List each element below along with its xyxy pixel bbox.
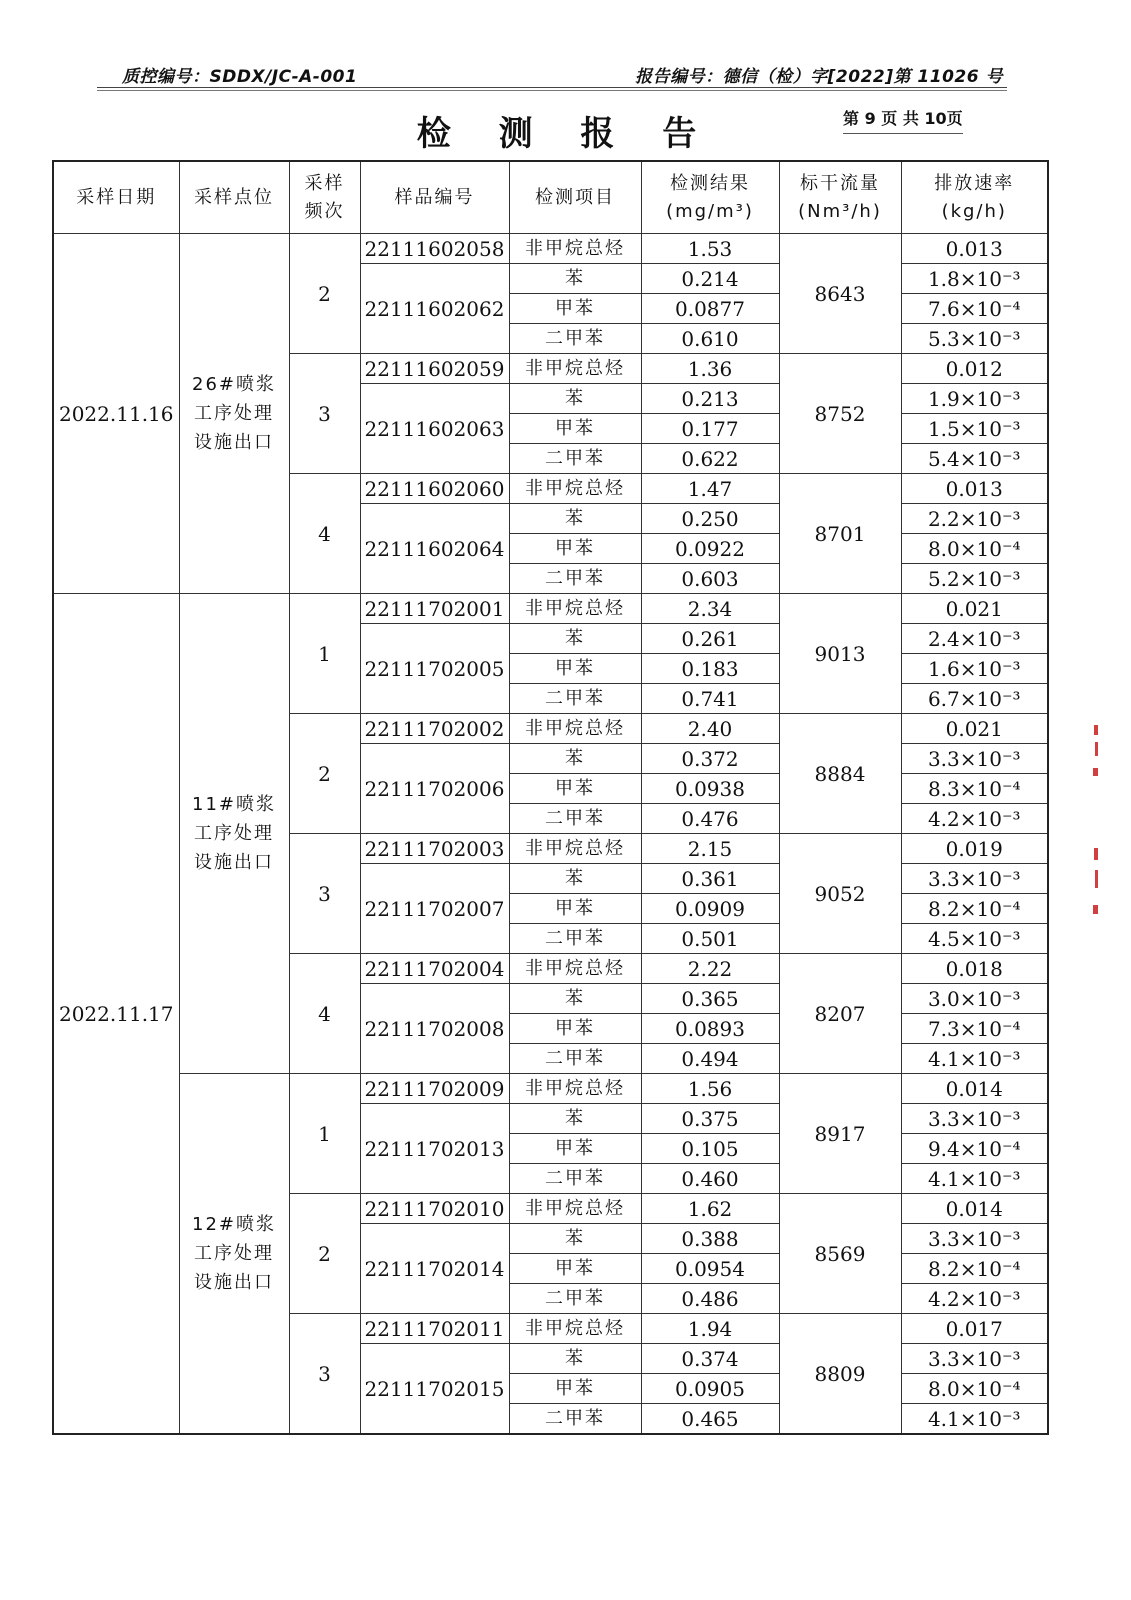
emission-rate-cell: 4.2×10⁻³ xyxy=(901,804,1048,834)
header-sampling-location: 采样点位 xyxy=(179,161,289,234)
dry-flow-cell: 8207 xyxy=(779,954,901,1074)
sampling-frequency-cell: 4 xyxy=(289,474,360,594)
test-result-cell: 0.610 xyxy=(641,324,779,354)
sampling-frequency-cell: 2 xyxy=(289,714,360,834)
test-item-cell: 非甲烷总烃 xyxy=(509,714,641,744)
test-item-cell: 非甲烷总烃 xyxy=(509,1074,641,1104)
dry-flow-cell: 8917 xyxy=(779,1074,901,1194)
test-item-cell: 苯 xyxy=(509,1344,641,1374)
test-result-cell: 0.214 xyxy=(641,264,779,294)
test-item-cell: 苯 xyxy=(509,384,641,414)
test-result-cell: 1.94 xyxy=(641,1314,779,1344)
test-result-cell: 0.603 xyxy=(641,564,779,594)
sample-id-cell: 22111602060 xyxy=(360,474,509,504)
sample-id-cell: 22111702013 xyxy=(360,1104,509,1194)
emission-rate-cell: 0.021 xyxy=(901,594,1048,624)
test-item-cell: 苯 xyxy=(509,744,641,774)
test-result-cell: 0.361 xyxy=(641,864,779,894)
dry-flow-cell: 8643 xyxy=(779,234,901,354)
test-item-cell: 甲苯 xyxy=(509,774,641,804)
location-line: 设施出口 xyxy=(194,852,274,873)
test-item-cell: 甲苯 xyxy=(509,654,641,684)
emission-rate-cell: 4.1×10⁻³ xyxy=(901,1164,1048,1194)
emission-rate-cell: 1.8×10⁻³ xyxy=(901,264,1048,294)
test-result-cell: 1.47 xyxy=(641,474,779,504)
emission-rate-cell: 4.1×10⁻³ xyxy=(901,1404,1048,1435)
location-line: 11#喷浆 xyxy=(192,794,276,815)
location-line: 设施出口 xyxy=(194,432,274,453)
test-result-cell: 0.0905 xyxy=(641,1374,779,1404)
test-result-cell: 0.250 xyxy=(641,504,779,534)
sampling-frequency-cell: 3 xyxy=(289,1314,360,1435)
emission-rate-cell: 9.4×10⁻⁴ xyxy=(901,1134,1048,1164)
test-item-cell: 二甲苯 xyxy=(509,1404,641,1435)
test-result-cell: 1.36 xyxy=(641,354,779,384)
test-result-cell: 0.105 xyxy=(641,1134,779,1164)
sampling-frequency-cell: 1 xyxy=(289,1074,360,1194)
header-dry-flow: 标干流量 (Nm³/h) xyxy=(779,161,901,234)
sample-id-cell: 22111702003 xyxy=(360,834,509,864)
sample-id-cell: 22111702005 xyxy=(360,624,509,714)
header-rule-thin xyxy=(97,90,1007,91)
header-test-result: 检测结果 (mg/m³) xyxy=(641,161,779,234)
sample-id-cell: 22111602064 xyxy=(360,504,509,594)
sampling-frequency-cell: 3 xyxy=(289,834,360,954)
sampling-frequency-cell: 3 xyxy=(289,354,360,474)
sampling-location-cell xyxy=(179,1074,289,1435)
sampling-date-cell: 2022.11.17 xyxy=(53,594,179,1435)
test-item-cell: 甲苯 xyxy=(509,534,641,564)
emission-rate-cell: 2.4×10⁻³ xyxy=(901,624,1048,654)
quality-control-number: 质控编号：SDDX/JC-A-001 xyxy=(122,67,358,87)
sampling-frequency-cell: 1 xyxy=(289,594,360,714)
sampling-location-cell xyxy=(179,594,289,1074)
emission-rate-cell: 0.021 xyxy=(901,714,1048,744)
sample-id-cell: 22111702006 xyxy=(360,744,509,834)
emission-rate-cell: 7.3×10⁻⁴ xyxy=(901,1014,1048,1044)
test-result-cell: 2.15 xyxy=(641,834,779,864)
header-row xyxy=(53,161,1048,234)
test-result-cell: 0.261 xyxy=(641,624,779,654)
test-result-cell: 0.0909 xyxy=(641,894,779,924)
test-item-cell: 苯 xyxy=(509,1224,641,1254)
location-line: 12#喷浆 xyxy=(192,1214,276,1235)
test-result-cell: 1.62 xyxy=(641,1194,779,1224)
dry-flow-cell: 8809 xyxy=(779,1314,901,1435)
sample-id-cell: 22111702011 xyxy=(360,1314,509,1344)
location-line: 工序处理 xyxy=(194,823,274,844)
test-item-cell: 二甲苯 xyxy=(509,1164,641,1194)
stamp-edge-mark xyxy=(1092,720,1102,920)
test-result-cell: 0.372 xyxy=(641,744,779,774)
location-line: 26#喷浆 xyxy=(192,374,276,395)
test-item-cell: 苯 xyxy=(509,1104,641,1134)
test-item-cell: 二甲苯 xyxy=(509,684,641,714)
sample-id-cell: 22111602059 xyxy=(360,354,509,384)
test-result-cell: 1.53 xyxy=(641,234,779,264)
sampling-date-cell: 2022.11.16 xyxy=(53,234,179,594)
test-result-cell: 0.365 xyxy=(641,984,779,1014)
test-result-cell: 2.34 xyxy=(641,594,779,624)
dry-flow-cell: 8701 xyxy=(779,474,901,594)
test-result-cell: 0.486 xyxy=(641,1284,779,1314)
test-item-cell: 甲苯 xyxy=(509,414,641,444)
emission-rate-cell: 4.2×10⁻³ xyxy=(901,1284,1048,1314)
dry-flow-cell: 8884 xyxy=(779,714,901,834)
emission-rate-cell: 3.3×10⁻³ xyxy=(901,1224,1048,1254)
test-item-cell: 苯 xyxy=(509,864,641,894)
sample-id-cell: 22111702001 xyxy=(360,594,509,624)
sample-id-cell: 22111602063 xyxy=(360,384,509,474)
sampling-frequency-cell: 4 xyxy=(289,954,360,1074)
test-result-cell: 0.0877 xyxy=(641,294,779,324)
header-sampling-frequency: 采样 频次 xyxy=(289,161,360,234)
emission-rate-cell: 5.3×10⁻³ xyxy=(901,324,1048,354)
emission-rate-cell: 4.1×10⁻³ xyxy=(901,1044,1048,1074)
emission-rate-cell: 8.2×10⁻⁴ xyxy=(901,1254,1048,1284)
test-result-cell: 0.465 xyxy=(641,1404,779,1435)
location-line: 工序处理 xyxy=(194,403,274,424)
sample-id-cell: 22111702015 xyxy=(360,1344,509,1435)
emission-rate-cell: 6.7×10⁻³ xyxy=(901,684,1048,714)
test-result-cell: 0.0954 xyxy=(641,1254,779,1284)
test-item-cell: 非甲烷总烃 xyxy=(509,954,641,984)
test-item-cell: 甲苯 xyxy=(509,1374,641,1404)
test-item-cell: 非甲烷总烃 xyxy=(509,474,641,504)
test-result-cell: 0.0922 xyxy=(641,534,779,564)
test-item-cell: 苯 xyxy=(509,504,641,534)
test-item-cell: 甲苯 xyxy=(509,1134,641,1164)
dry-flow-cell: 9013 xyxy=(779,594,901,714)
location-line: 设施出口 xyxy=(194,1272,274,1293)
emission-rate-cell: 1.9×10⁻³ xyxy=(901,384,1048,414)
header-test-item: 检测项目 xyxy=(509,161,641,234)
sampling-location-cell xyxy=(179,234,289,594)
sampling-frequency-cell: 2 xyxy=(289,1194,360,1314)
test-item-cell: 非甲烷总烃 xyxy=(509,1194,641,1224)
test-item-cell: 甲苯 xyxy=(509,1254,641,1284)
test-result-cell: 0.501 xyxy=(641,924,779,954)
sample-id-cell: 22111702008 xyxy=(360,984,509,1074)
dry-flow-cell: 8569 xyxy=(779,1194,901,1314)
sample-id-cell: 22111602058 xyxy=(360,234,509,264)
test-item-cell: 非甲烷总烃 xyxy=(509,354,641,384)
test-result-cell: 0.741 xyxy=(641,684,779,714)
emission-rate-cell: 8.0×10⁻⁴ xyxy=(901,1374,1048,1404)
page-title: 检 测 报 告 xyxy=(416,114,715,154)
test-result-cell: 0.494 xyxy=(641,1044,779,1074)
emission-rate-cell: 8.0×10⁻⁴ xyxy=(901,534,1048,564)
emission-rate-cell: 3.0×10⁻³ xyxy=(901,984,1048,1014)
emission-rate-cell: 0.012 xyxy=(901,354,1048,384)
emission-rate-cell: 5.2×10⁻³ xyxy=(901,564,1048,594)
emission-rate-cell: 5.4×10⁻³ xyxy=(901,444,1048,474)
emission-rate-cell: 3.3×10⁻³ xyxy=(901,1104,1048,1134)
test-item-cell: 二甲苯 xyxy=(509,564,641,594)
emission-rate-cell: 0.017 xyxy=(901,1314,1048,1344)
header-emission-rate: 排放速率 (kg/h) xyxy=(901,161,1048,234)
table-row xyxy=(53,594,1048,624)
test-result-cell: 0.460 xyxy=(641,1164,779,1194)
test-item-cell: 甲苯 xyxy=(509,894,641,924)
test-item-cell: 苯 xyxy=(509,624,641,654)
emission-rate-cell: 7.6×10⁻⁴ xyxy=(901,294,1048,324)
test-item-cell: 甲苯 xyxy=(509,1014,641,1044)
sample-id-cell: 22111702002 xyxy=(360,714,509,744)
header-sample-id: 样品编号 xyxy=(360,161,509,234)
dry-flow-cell: 9052 xyxy=(779,834,901,954)
test-item-cell: 非甲烷总烃 xyxy=(509,594,641,624)
test-item-cell: 非甲烷总烃 xyxy=(509,834,641,864)
emission-rate-cell: 3.3×10⁻³ xyxy=(901,744,1048,774)
sampling-frequency-cell: 2 xyxy=(289,234,360,354)
test-result-cell: 0.622 xyxy=(641,444,779,474)
test-result-cell: 0.388 xyxy=(641,1224,779,1254)
test-item-cell: 非甲烷总烃 xyxy=(509,1314,641,1344)
emission-rate-cell: 8.3×10⁻⁴ xyxy=(901,774,1048,804)
emission-rate-cell: 0.013 xyxy=(901,474,1048,504)
table-row xyxy=(53,234,1048,264)
test-item-cell: 苯 xyxy=(509,264,641,294)
test-result-cell: 0.0938 xyxy=(641,774,779,804)
emission-rate-cell: 1.5×10⁻³ xyxy=(901,414,1048,444)
emission-rate-cell: 0.014 xyxy=(901,1074,1048,1104)
table-row xyxy=(53,1074,1048,1104)
emission-rate-cell: 3.3×10⁻³ xyxy=(901,864,1048,894)
emission-rate-cell: 1.6×10⁻³ xyxy=(901,654,1048,684)
emission-rate-cell: 2.2×10⁻³ xyxy=(901,504,1048,534)
emission-rate-cell: 0.019 xyxy=(901,834,1048,864)
test-result-cell: 0.374 xyxy=(641,1344,779,1374)
test-item-cell: 二甲苯 xyxy=(509,924,641,954)
test-item-cell: 二甲苯 xyxy=(509,1284,641,1314)
test-result-cell: 0.177 xyxy=(641,414,779,444)
test-item-cell: 苯 xyxy=(509,984,641,1014)
test-result-cell: 1.56 xyxy=(641,1074,779,1104)
sample-id-cell: 22111702010 xyxy=(360,1194,509,1224)
test-result-cell: 2.22 xyxy=(641,954,779,984)
test-item-cell: 非甲烷总烃 xyxy=(509,234,641,264)
test-result-cell: 0.476 xyxy=(641,804,779,834)
test-item-cell: 二甲苯 xyxy=(509,804,641,834)
sample-id-cell: 22111702004 xyxy=(360,954,509,984)
emission-rate-cell: 0.014 xyxy=(901,1194,1048,1224)
test-item-cell: 二甲苯 xyxy=(509,324,641,354)
test-item-cell: 甲苯 xyxy=(509,294,641,324)
location-line: 工序处理 xyxy=(194,1243,274,1264)
emission-rate-cell: 0.013 xyxy=(901,234,1048,264)
sample-id-cell: 22111702014 xyxy=(360,1224,509,1314)
header-rule xyxy=(97,87,1007,88)
test-results-table xyxy=(52,160,1049,1435)
report-number: 报告编号：德信（检）字[2022]第 11026 号 xyxy=(635,67,1003,87)
sample-id-cell: 22111702009 xyxy=(360,1074,509,1104)
test-result-cell: 0.183 xyxy=(641,654,779,684)
emission-rate-cell: 4.5×10⁻³ xyxy=(901,924,1048,954)
test-item-cell: 二甲苯 xyxy=(509,444,641,474)
page-number: 第 9 页 共 10页 xyxy=(843,106,963,134)
test-result-cell: 2.40 xyxy=(641,714,779,744)
test-item-cell: 二甲苯 xyxy=(509,1044,641,1074)
dry-flow-cell: 8752 xyxy=(779,354,901,474)
sample-id-cell: 22111702007 xyxy=(360,864,509,954)
test-result-cell: 0.213 xyxy=(641,384,779,414)
emission-rate-cell: 3.3×10⁻³ xyxy=(901,1344,1048,1374)
emission-rate-cell: 8.2×10⁻⁴ xyxy=(901,894,1048,924)
test-result-cell: 0.0893 xyxy=(641,1014,779,1044)
test-result-cell: 0.375 xyxy=(641,1104,779,1134)
header-sampling-date: 采样日期 xyxy=(53,161,179,234)
sample-id-cell: 22111602062 xyxy=(360,264,509,354)
emission-rate-cell: 0.018 xyxy=(901,954,1048,984)
